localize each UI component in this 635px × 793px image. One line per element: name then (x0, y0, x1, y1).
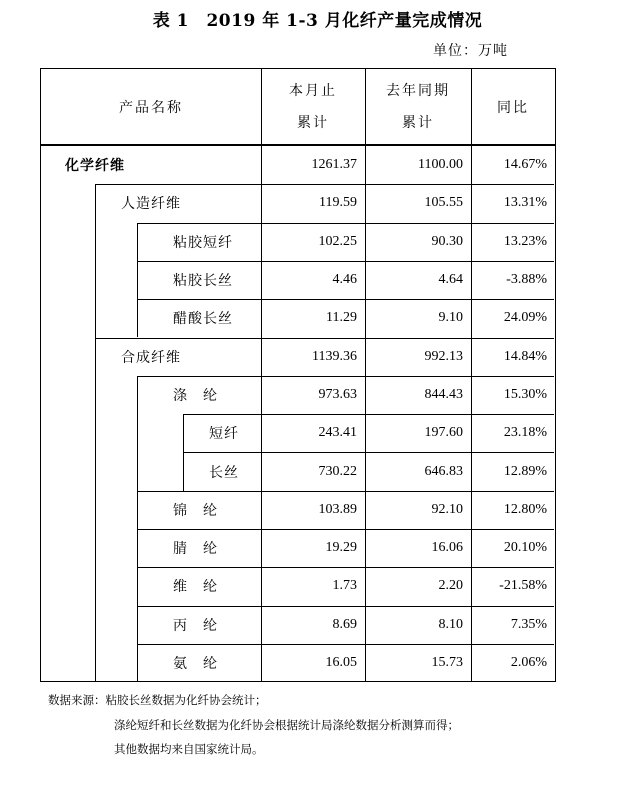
row-name: 长丝 (209, 464, 239, 481)
row-last-year: 992.13 (424, 348, 463, 364)
row-yoy: 13.31% (503, 195, 547, 211)
row-yoy: 2.06% (510, 655, 547, 671)
row-cumulative: 973.63 (318, 386, 357, 402)
row-last-year: 105.55 (424, 195, 463, 211)
row-cumulative: 4.46 (332, 272, 357, 288)
indent-line-level2 (137, 223, 138, 338)
row-name: 人造纤维 (121, 196, 181, 213)
indent-line-level2 (137, 376, 138, 682)
row-yoy: -3.88% (506, 272, 547, 288)
row-last-year: 844.43 (424, 386, 463, 402)
note-line-2: 涤纶短纤和长丝数据为化纤协会根据统计局涤纶数据分析测算而得； (114, 717, 459, 732)
header-last-year (365, 69, 471, 145)
row-yoy: -21.58% (499, 578, 547, 594)
row-name: 维 纶 (173, 579, 218, 596)
row-yoy: 14.84% (503, 348, 547, 364)
indent-line-level1 (95, 184, 96, 682)
row-name: 氨 纶 (173, 656, 218, 673)
row-last-year: 1100.00 (418, 157, 463, 173)
row-yoy: 24.09% (503, 310, 547, 326)
row-yoy: 7.35% (510, 616, 547, 632)
row-name: 丙 纶 (173, 617, 218, 634)
row-last-year: 4.64 (438, 272, 463, 288)
row-name: 化学纤维 (65, 158, 125, 175)
row-cumulative: 730.22 (318, 463, 357, 479)
row-name: 腈 纶 (173, 541, 218, 558)
row-yoy: 13.23% (503, 233, 547, 249)
row-yoy: 15.30% (503, 386, 547, 402)
row-cumulative: 1139.36 (312, 348, 357, 364)
row-last-year: 15.73 (431, 655, 463, 671)
row-last-year: 90.30 (431, 233, 463, 249)
row-cumulative: 1261.37 (311, 157, 357, 173)
row-yoy: 12.80% (503, 501, 547, 517)
row-yoy: 14.67% (503, 157, 547, 173)
header-yoy: 同比 (497, 100, 529, 116)
note-line-1: 数据来源：粘胶长丝数据为化纤协会统计； (48, 693, 267, 707)
row-name: 醋酸长丝 (173, 311, 233, 328)
row-name: 粘胶长丝 (173, 273, 233, 290)
note-line-3: 其他数据均来自国家统计局。 (114, 742, 264, 756)
row-cumulative: 102.25 (318, 233, 357, 249)
header-product-name: 产品名称 (119, 100, 183, 116)
row-name: 短纤 (209, 426, 239, 443)
row-name: 合成纤维 (121, 349, 181, 366)
row-last-year: 92.10 (431, 501, 463, 517)
row-cumulative: 119.59 (319, 195, 357, 211)
header-cumulative (261, 69, 365, 145)
row-cumulative: 19.29 (325, 540, 357, 556)
unit-label: 单位：万吨 (433, 43, 508, 59)
row-cumulative: 8.69 (332, 616, 357, 632)
row-last-year: 8.10 (438, 616, 463, 632)
production-table (40, 68, 556, 682)
row-last-year: 9.10 (438, 310, 463, 326)
row-last-year: 16.06 (431, 540, 463, 556)
row-yoy: 23.18% (503, 425, 547, 441)
row-cumulative: 243.41 (318, 425, 357, 441)
row-cumulative: 1.73 (332, 578, 357, 594)
header-last-year-line2: 累计 (402, 115, 434, 131)
indent-line-level3 (183, 414, 184, 491)
header-cumulative-line2: 累计 (297, 115, 329, 131)
row-yoy: 20.10% (503, 540, 547, 556)
row-last-year: 2.20 (438, 578, 463, 594)
header-cumulative-line1: 本月止 (289, 83, 337, 99)
row-last-year: 197.60 (424, 425, 463, 441)
row-last-year: 646.83 (424, 463, 463, 479)
row-cumulative: 16.05 (325, 655, 357, 671)
row-yoy: 12.89% (503, 463, 547, 479)
row-cumulative: 11.29 (326, 310, 357, 326)
row-name: 涤 纶 (173, 387, 218, 404)
row-name: 粘胶短纤 (173, 234, 233, 251)
table-title: 表 1 2019 年 1-3 月化纤产量完成情况 (152, 11, 483, 31)
row-cumulative: 103.89 (318, 501, 357, 517)
data-source-notes (48, 688, 459, 762)
row-name: 锦 纶 (173, 502, 218, 519)
header-last-year-line1: 去年同期 (386, 83, 450, 99)
